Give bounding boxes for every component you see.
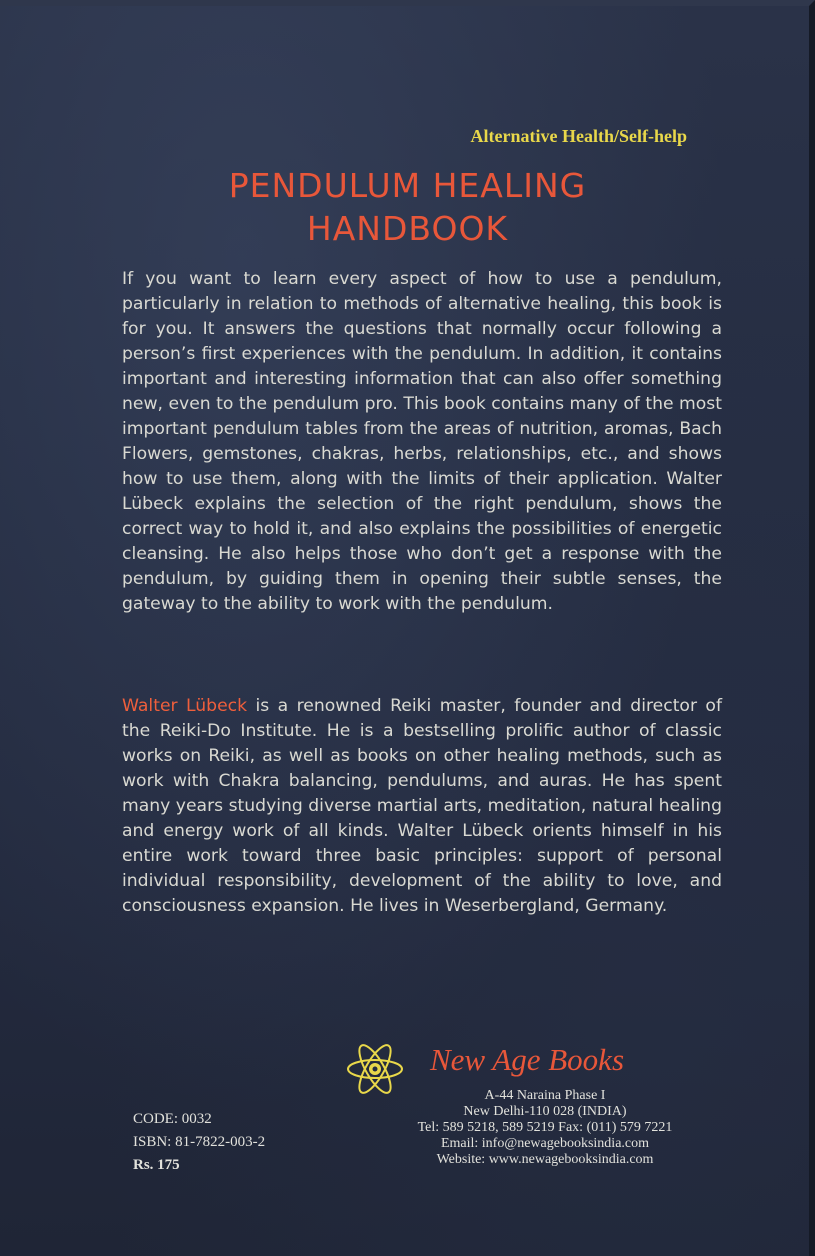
publisher-address xyxy=(380,1088,710,1168)
publisher-phone: Tel: 589 5218, 589 5219 Fax: (011) 579 7221 xyxy=(417,1120,673,1135)
book-title-line-2: HANDBOOK xyxy=(306,209,509,248)
book-description: If you want to learn every aspect of how to use a pendulum, particularly in relation to methods of alternative healing, this book is for you. It answers the questions that normally occur following a person’s first experiences with the pendulum. In addition, it contains important and interesting information that can also offer something new, even to the pendulum pro. This book contains many of the most important pendulum tables from the areas of nutrition, aromas, Bach Flowers, gemstones, chakras, herbs, relationships, etc., and shows how to use them, along with the limits of their application. Walter Lübeck explains the selection of the right pendulum, shows the correct way to hold it, and also explains the possibilities of energetic cleansing. He also helps those who don’t get a response with the pendulum, by guiding them in opening their subtle senses, the gateway to the ability to work with the pendulum. xyxy=(122,269,722,614)
publisher-name: New Age Books xyxy=(430,1042,625,1077)
book-title xyxy=(0,164,815,250)
publisher-address-line-2: New Delhi-110 028 (INDIA) xyxy=(463,1104,627,1119)
author-bio-text: is a renowned Reiki master, founder and director of the Reiki-Do Institute. He is a bestselling prolific author of classic works on Reiki, as well as books on other healing methods, such as work with Chakra balancing, pendulums, and auras. He has spent many years studying diverse martial arts, meditation, natural healing and energy work of all kinds. Walter Lübeck orients himself in his entire work toward three basic principles: support of personal individual responsibility, development of the ability to love, and consciousness expansion. He lives in Weserbergland, Germany. xyxy=(122,696,722,916)
publisher-email: Email: info@newagebooksindia.com xyxy=(440,1136,650,1151)
price: Rs. 175 xyxy=(133,1157,180,1173)
author-name: Walter Lübeck xyxy=(122,696,248,716)
publisher-address-line-1: A-44 Naraina Phase I xyxy=(484,1088,606,1103)
book-title-line-1: PENDULUM HEALING xyxy=(228,166,587,205)
category-label: Alternative Health/Self-help xyxy=(470,126,687,146)
isbn: ISBN: 81-7822-003-2 xyxy=(133,1134,266,1150)
book-codes xyxy=(133,1108,265,1177)
publisher-website: Website: www.newagebooksindia.com xyxy=(436,1152,654,1167)
author-bio xyxy=(122,694,722,919)
product-code: CODE: 0032 xyxy=(133,1111,212,1127)
